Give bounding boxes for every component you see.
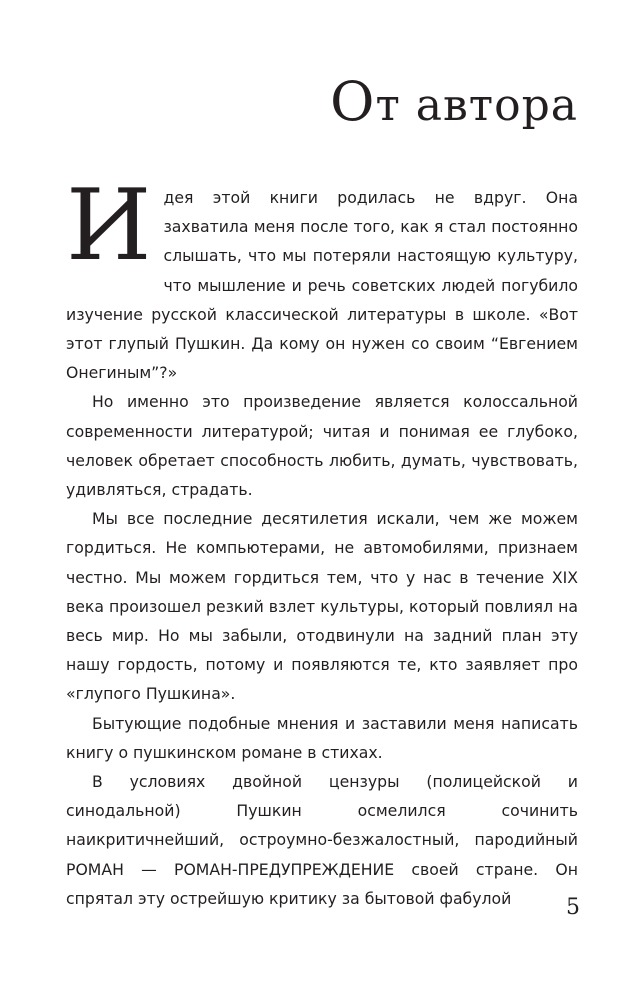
chapter-title-capital: О [330,70,376,133]
chapter-title-rest: т автора [375,80,578,131]
paragraph-3: Мы все последние десятилетия искали, чем же можем гордиться. Не компьютерами, не автомобилями, признаем честно. Мы можем гордиться тем, что у нас в течение XIX века произошел резкий взлет культуры, который повлиял на весь мир. Но мы забыли, отодвинули на задний план эту нашу гордость, потому и появляются те, кто заявляет про «глупого Пушкина». [66,509,578,704]
paragraph-1-text: дея этой книги родилась не вдруг. Она захватила меня после того, как я стал постоянно слышать, что мы потеряли настоящую культуру, что мышление и речь советских людей погубило изучение русской классической литературы в школе. «Вот этот глупый Пушкин. Да кому он нужен со своим “Евгением Онегиным”?» [66,188,578,383]
paragraph-4: Бытующие подобные мнения и заставили меня написать книгу о пушкинском романе в стихах. [66,713,578,762]
chapter-title [330,72,578,136]
body-text [66,169,578,913]
paragraph-2: Но именно это произведение является колоссальной современности литературой; читая и понимая ее глубоко, человек обретает способность любить, думать, чувствовать, удивляться, страдать. [66,392,578,500]
paragraph-5: В условиях двойной цензуры (полицейской и синодальной) Пушкин осмелился сочинить наикритичнейший, остроумно-безжалостный, пародийный РОМАН — РОМАН-ПРЕДУПРЕЖДЕНИЕ своей стране. Он спрятал эту острейшую критику за бытовой фабулой [66,772,578,908]
paragraph-1 [66,169,578,387]
page-number: 5 [566,895,580,920]
drop-cap: И [66,169,152,283]
